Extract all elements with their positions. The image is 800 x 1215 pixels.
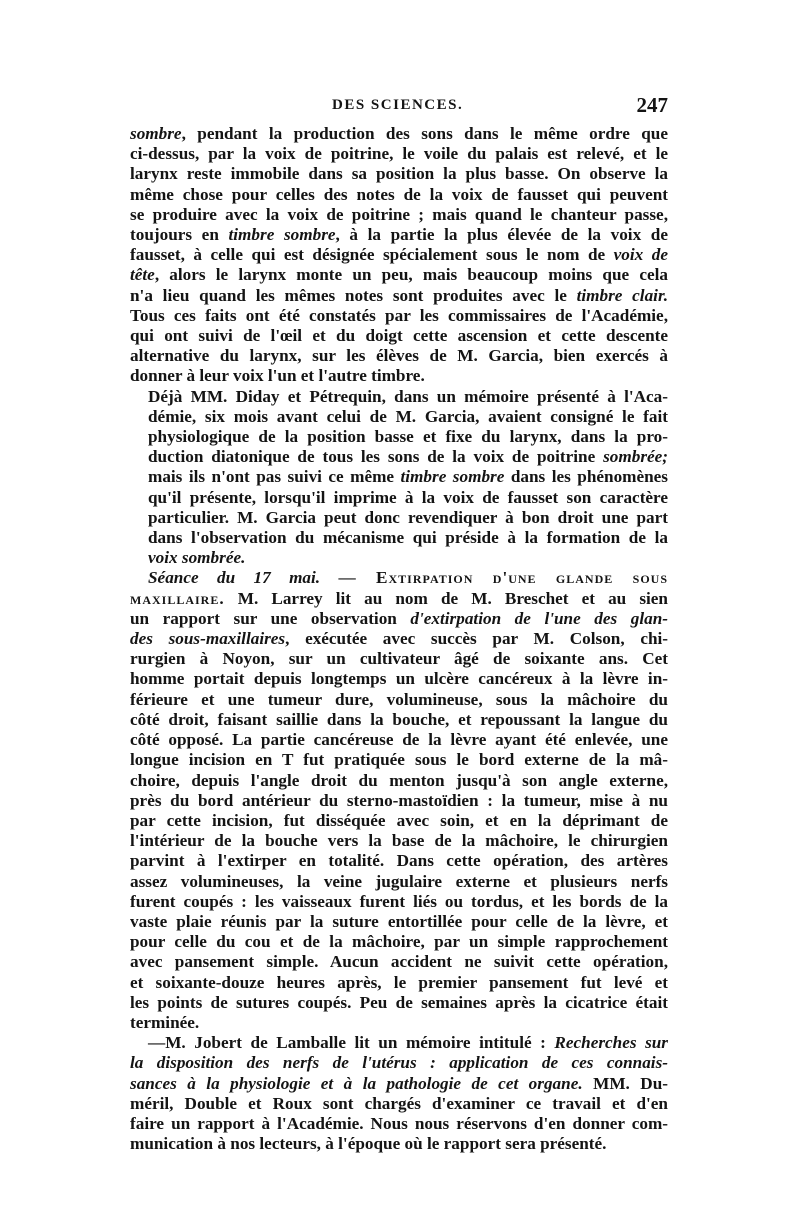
text-run: MM. Du- [582,1073,669,1093]
text-line: rurgien à Noyon, sur un cultivateur âgé de soixante ans. Cet [130,649,668,669]
text-line [130,1033,668,1053]
text-line: munication à nos lecteurs, à l'époque où le rapport sera présenté. [130,1134,607,1154]
text-line: Tous ces faits ont été constatés par les commissaires de l'Académie, [130,305,668,325]
text-line: parvint à l'extirper en totalité. Dans cette opération, des artères [130,851,668,871]
text-line: se produire avec la voix de poitrine ; mais quand le chanteur passe, [130,204,668,224]
text-line: qu'il présente, lorsqu'il imprime à la voix de fausset son caractère [148,487,668,507]
text-line [130,265,668,285]
italic-term: timbre sombre [228,225,336,245]
text-run: fausset, à celle qui est désignée spécialement sous le nom de [130,245,614,265]
text-line: pour celle du cou et de la mâchoire, par un simple rapprochement [130,932,668,952]
italic-term: d'extirpation de l'une des glan- [410,608,668,628]
text-line: côté droit, faisant saillie dans la bouche, et repoussant la langue du [130,709,668,729]
text-run: , exécutée avec succès par M. Colson, chi- [285,629,669,649]
italic-term: voix de [613,245,668,265]
text-line: larynx reste immobile dans sa position la plus basse. On observe la [130,164,668,184]
text-line: même chose pour celles des notes de la voix de fausset qui peuvent [130,184,668,204]
paragraph-4 [130,1033,668,1154]
session-date: Séance du 17 mai. [148,568,321,588]
italic-term: voix sombrée. [148,548,246,568]
text-line: vaste plaie réunis par la suture entortillée pour celle de la lèvre, et [130,911,668,931]
text-line [130,286,668,306]
text-line: par cette incision, fut disséquée avec soin, et en la déprimant de [130,810,668,830]
italic-term: timbre clair. [576,285,668,305]
italic-term: sombrée; [603,447,668,467]
text-line: choire, depuis l'angle droit du menton jusqu'à son angle externe, [130,770,668,790]
italic-term: la disposition des nerfs de l'utérus : application de ces connais- [130,1053,668,1073]
text-line [130,245,668,265]
text-run: —M. Jobert de Lamballe lit un mémoire intitulé : [148,1033,555,1053]
text-line: donner à leur voix l'un et l'autre timbre. [130,366,425,386]
section-heading: — Extirpation d'une glande sous [338,568,668,588]
text-line [130,589,668,609]
running-head [130,93,668,123]
section-heading: maxillaire. [130,588,225,608]
text-line: près du bord antérieur du sterno-mastoïdien : la tumeur, mise à nu [130,790,668,810]
italic-term: tête [130,265,155,285]
paragraph-1 [130,124,668,387]
text-line: particulier. M. Garcia peut donc revendiquer à bon droit une part [148,507,668,527]
text-run: , à la partie la plus élevée de la voix de [335,225,668,245]
text-run: duction diatonique de tous les sons de la voix de poitrine [148,447,604,467]
text-line: alternative du larynx, sur les élèves de M. Garcia, bien exercés à [130,346,668,366]
text-run: toujours en [130,225,229,245]
italic-term: timbre sombre [400,467,505,487]
italic-term: sances à la physiologie et à la pathologie de cet organe. [130,1073,583,1093]
text-line [130,467,668,487]
text-line: et soixante-douze heures après, le premier pansement fut levé et [130,972,668,992]
text-line: côté opposé. La partie cancéreuse de la lèvre ayant été enlevée, une [130,730,668,750]
text-line: terminée. [130,1012,200,1032]
text-line: l'intérieur de la bouche vers la base de la mâchoire, le chirurgien [130,831,668,851]
text-line: furent coupés : les vaisseaux furent liés ou tordus, et les bords de la [130,891,668,911]
text-line [130,225,668,245]
text-run: mais ils n'ont pas suivi ce même [148,467,401,487]
italic-term: des sous-maxillaires [130,629,286,649]
section-heading-line [130,568,668,588]
text-line: assez volumineuses, la veine jugulaire externe et plusieurs nerfs [130,871,668,891]
page-number: 247 [636,93,668,117]
text-run: , pendant la production des sons dans le même ordre que [181,124,668,143]
text-line [130,1053,668,1073]
text-line: ci-dessus, par la voix de poitrine, le voile du palais est relevé, et le [130,144,668,164]
text-line: Déjà MM. Diday et Pétrequin, dans un mémoire présenté à l'Aca- [148,386,668,406]
text-line [130,1074,668,1094]
italic-term: sombre [130,124,182,143]
text-line: dans l'observation du mécanisme qui préside à la formation de la [148,528,668,548]
text-line: faire un rapport à l'Académie. Nous nous réservons d'en donner com- [130,1113,668,1133]
text-run: dans les phénomènes [504,467,668,487]
text-line: démie, six mois avant celui de M. Garcia, avaient consigné le fait [148,406,668,426]
text-line: férieure et une tumeur dure, volumineuse, sous la mâchoire du [130,689,668,709]
text-run: un rapport sur une observation [130,608,411,628]
text-line [130,124,668,144]
text-line: physiologique de la position basse et fixe du larynx, dans la pro- [148,427,668,447]
text-line [130,447,668,467]
text-line [130,548,668,568]
text-line [130,609,668,629]
text-run: , alors le larynx monte un peu, mais beaucoup moins que cela [154,265,668,285]
text-line: les points de sutures coupés. Peu de semaines après la cicatrice était [130,992,668,1012]
text-run: n'a lieu quand les mêmes notes sont produites avec le [130,285,577,305]
text-line: avec pansement simple. Aucun accident ne suivit cette opération, [130,952,668,972]
text-line: méril, Double et Roux sont chargés d'examiner ce travail et d'en [130,1093,668,1113]
text-line [130,629,668,649]
text-line: homme portait depuis longtemps un ulcère cancéreux à la lèvre in- [130,669,668,689]
paragraph-3 [130,568,668,1033]
italic-term: Recherches sur [554,1033,669,1053]
text-line: qui ont suivi de l'œil et du doigt cette ascension et cette descente [130,326,668,346]
running-head-title: DES SCIENCES. [332,97,464,113]
text-line: longue incision en T fut pratiquée sous le bord externe de la mâ- [130,750,668,770]
text-run: M. Larrey lit au nom de M. Breschet et au sien [224,588,668,608]
body-text [130,124,668,1154]
paragraph-2 [130,387,668,569]
